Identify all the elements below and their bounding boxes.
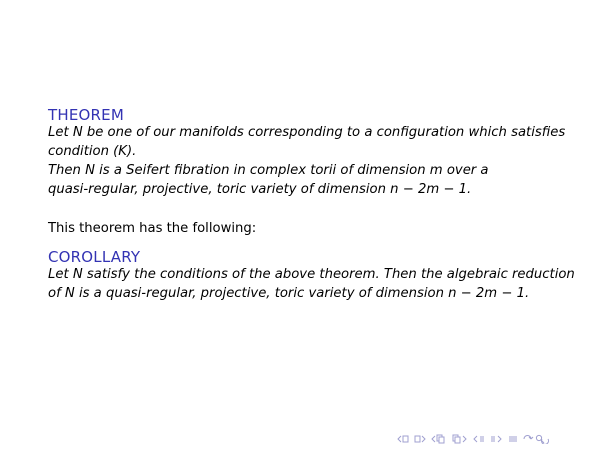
search-icon[interactable] <box>523 434 549 444</box>
section-prev-icon[interactable] <box>472 434 486 444</box>
frame-prev-icon[interactable] <box>396 434 410 444</box>
frame-next-icon[interactable] <box>413 434 427 444</box>
corollary-line: Let N satisfy the conditions of the above theorem. Then the algebraic reduction <box>48 267 575 282</box>
theorem-line: quasi-regular, projective, toric variety of dimension n − 2m − 1. <box>48 182 472 197</box>
theorem-line: Let N be one of our manifolds corresponding to a configuration which satisfies <box>48 125 566 140</box>
align-icon[interactable] <box>506 434 520 444</box>
theorem-line: Then N is a Seifert fibration in complex torii of dimension m over a <box>48 163 489 178</box>
section-next-icon[interactable] <box>489 434 503 444</box>
subsection-next-icon[interactable] <box>451 434 469 444</box>
subsection-prev-icon[interactable] <box>430 434 448 444</box>
corollary-title: COROLLARY <box>48 248 141 266</box>
corollary-line: of N is a quasi-regular, projective, toric variety of dimension n − 2m − 1. <box>48 286 530 301</box>
theorem-title: THEOREM <box>48 106 124 124</box>
theorem-line: condition (K). <box>48 144 137 159</box>
beamer-navigation <box>396 433 549 445</box>
intro-text: This theorem has the following: <box>48 221 257 236</box>
